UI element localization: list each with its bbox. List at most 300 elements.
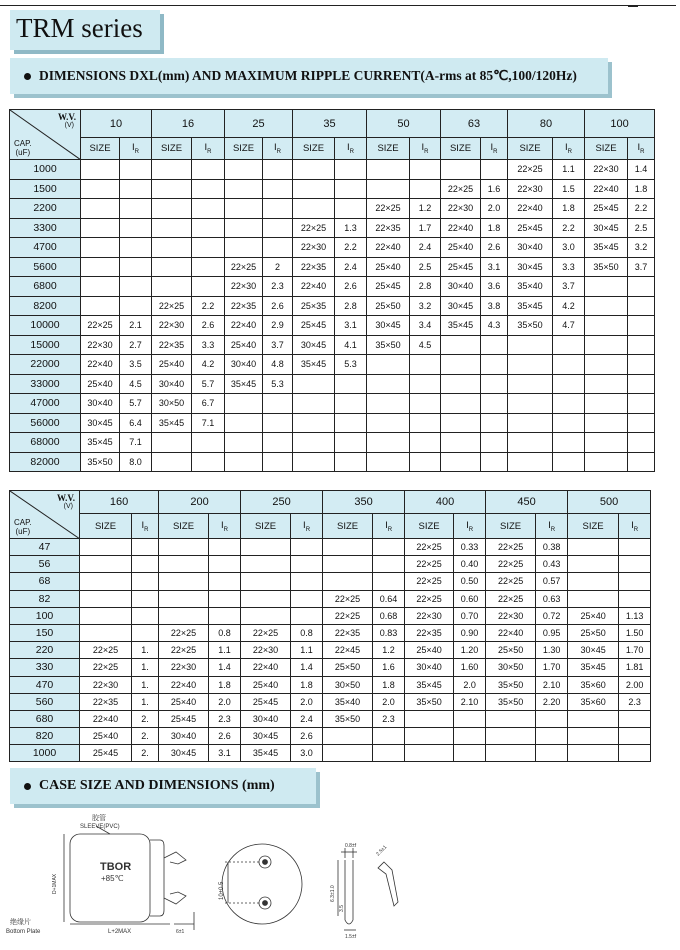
ripple-cell: 1. xyxy=(132,693,159,710)
sleeve-label-cn: 胶管 xyxy=(92,815,106,822)
size-cell xyxy=(486,728,536,745)
size-cell xyxy=(152,452,192,472)
size-cell: 35×40 xyxy=(323,693,373,710)
ripple-cell: 2.8 xyxy=(335,296,367,316)
ripple-cell: 5.7 xyxy=(192,374,225,394)
size-cell xyxy=(585,316,628,336)
ripple-cell xyxy=(120,160,152,180)
size-cell xyxy=(441,160,481,180)
ripple-col-header xyxy=(335,138,367,160)
size-cell xyxy=(225,160,263,180)
size-cell: 22×35 xyxy=(293,257,335,277)
ripple-cell xyxy=(263,218,293,238)
size-cell xyxy=(508,374,553,394)
capacitance-cell: 470 xyxy=(10,676,80,693)
capacitance-cell: 820 xyxy=(10,728,80,745)
ripple-cell xyxy=(481,160,508,180)
ripple-cell xyxy=(291,556,323,573)
size-cell xyxy=(585,335,628,355)
size-cell: 25×40 xyxy=(159,693,209,710)
cap-label: CAP. xyxy=(14,139,32,148)
ripple-cell xyxy=(209,539,241,556)
size-cell: 22×30 xyxy=(293,238,335,258)
temperature-mark: +85℃ xyxy=(101,874,124,883)
ripple-cell xyxy=(553,433,585,453)
ripple-cell xyxy=(263,199,293,219)
size-cell xyxy=(508,335,553,355)
size-cell xyxy=(293,452,335,472)
size-cell xyxy=(80,624,132,641)
ripple-cell: 2. xyxy=(132,710,159,727)
size-cell: 30×40 xyxy=(441,277,481,297)
ripple-col-header xyxy=(628,138,655,160)
ripple-cell: 2.2 xyxy=(553,218,585,238)
ripple-cell xyxy=(410,179,441,199)
voltage-header: 400 xyxy=(405,491,486,514)
ripple-cell xyxy=(132,590,159,607)
ripple-cell xyxy=(373,556,405,573)
ripple-cell xyxy=(120,257,152,277)
bottom-plate-label-cn: 绝缘片 xyxy=(10,919,31,926)
capacitance-cell: 1500 xyxy=(10,179,81,199)
size-cell xyxy=(568,710,619,727)
ripple-cell: 4.3 xyxy=(481,316,508,336)
capacitance-cell: 680 xyxy=(10,710,80,727)
size-cell xyxy=(152,218,192,238)
size-cell xyxy=(441,355,481,375)
size-cell: 30×45 xyxy=(241,728,291,745)
size-cell xyxy=(293,413,335,433)
size-cell: 22×25 xyxy=(405,539,454,556)
table-row xyxy=(10,277,655,297)
size-col-header: SIZE xyxy=(405,514,454,539)
ripple-cell: 7.1 xyxy=(120,433,152,453)
ripple-cell xyxy=(553,374,585,394)
size-col-header: SIZE xyxy=(152,138,192,160)
table-row xyxy=(10,642,651,659)
size-cell xyxy=(508,433,553,453)
size-cell: 30×40 xyxy=(405,659,454,676)
size-cell: 30×45 xyxy=(81,413,120,433)
ripple-symbol: I xyxy=(548,519,551,531)
ripple-cell: 2.1 xyxy=(120,316,152,336)
ripple-cell xyxy=(132,539,159,556)
ripple-symbol: I xyxy=(274,142,277,154)
ripple-symbol: I xyxy=(466,519,469,531)
size-cell: 25×40 xyxy=(81,374,120,394)
ripple-symbol: I xyxy=(565,142,568,154)
size-col-header: SIZE xyxy=(293,138,335,160)
sleeve-label-en: SLEEVE(PVC) xyxy=(80,824,120,830)
uf-unit-label: (uF) xyxy=(15,148,31,157)
ripple-cell: 2.0 xyxy=(454,676,486,693)
size-cell: 35×45 xyxy=(152,413,192,433)
ripple-cell xyxy=(132,573,159,590)
capacitance-cell: 15000 xyxy=(10,335,81,355)
size-cell: 25×50 xyxy=(323,659,373,676)
size-cell xyxy=(225,394,263,414)
ripple-cell: 4.8 xyxy=(263,355,293,375)
size-cell: 30×45 xyxy=(508,257,553,277)
ripple-cell: 2.6 xyxy=(263,296,293,316)
size-cell: 35×50 xyxy=(486,676,536,693)
ripple-subscript: R xyxy=(640,148,645,155)
ripple-cell: 2.6 xyxy=(335,277,367,297)
size-cell xyxy=(441,413,481,433)
ripple-cell: 3.2 xyxy=(628,238,655,258)
size-cell xyxy=(585,277,628,297)
ripple-cell xyxy=(628,394,655,414)
ripple-cell: 0.40 xyxy=(454,556,486,573)
table-row xyxy=(10,728,651,745)
ripple-cell xyxy=(335,374,367,394)
ripple-cell xyxy=(628,374,655,394)
dimensions-section-title: DIMENSIONS DXL(mm) AND MAXIMUM RIPPLE CURRENT(A-rms at 85℃,100/120Hz) xyxy=(39,68,577,83)
ripple-cell: 7.1 xyxy=(192,413,225,433)
size-cell: 22×40 xyxy=(159,676,209,693)
size-cell: 22×25 xyxy=(405,573,454,590)
ripple-cell xyxy=(553,413,585,433)
size-cell: 30×40 xyxy=(225,355,263,375)
size-cell: 35×45 xyxy=(293,355,335,375)
size-cell: 35×50 xyxy=(486,693,536,710)
ripple-cell: 1. xyxy=(132,676,159,693)
ripple-cell xyxy=(192,257,225,277)
ripple-cell xyxy=(373,728,405,745)
ripple-cell: 1.8 xyxy=(481,218,508,238)
size-cell xyxy=(152,257,192,277)
ripple-cell xyxy=(628,316,655,336)
ripple-cell: 2.0 xyxy=(373,693,405,710)
ripple-cell: 2.10 xyxy=(536,676,568,693)
table-row xyxy=(10,355,655,375)
size-cell: 35×50 xyxy=(81,452,120,472)
ripple-cell xyxy=(619,590,651,607)
ripple-col-header xyxy=(536,514,568,539)
ripple-cell: 1.7 xyxy=(410,218,441,238)
size-cell xyxy=(508,355,553,375)
size-cell xyxy=(441,335,481,355)
ripple-cell: 0.72 xyxy=(536,607,568,624)
ripple-cell: 2.2 xyxy=(192,296,225,316)
ripple-cell: 0.60 xyxy=(454,590,486,607)
ripple-cell xyxy=(263,452,293,472)
ripple-symbol: I xyxy=(637,142,641,154)
size-cell xyxy=(585,296,628,316)
ripple-cell: 1.8 xyxy=(291,676,323,693)
ripple-subscript: R xyxy=(633,526,639,533)
ripple-cell: 2.8 xyxy=(410,277,441,297)
ripple-cell xyxy=(619,710,651,727)
size-cell xyxy=(225,218,263,238)
size-cell xyxy=(293,394,335,414)
ripple-cell xyxy=(410,160,441,180)
terminal-length-dim: 6.3±1.0 xyxy=(330,885,336,902)
ripple-cell: 2.6 xyxy=(209,728,241,745)
ripple-cell xyxy=(263,179,293,199)
ripple-symbol: I xyxy=(347,142,350,154)
size-cell xyxy=(225,413,263,433)
ripple-col-header xyxy=(619,514,651,539)
ripple-cell xyxy=(209,590,241,607)
size-cell xyxy=(152,238,192,258)
ripple-cell: 0.8 xyxy=(209,624,241,641)
capacitance-cell: 560 xyxy=(10,693,80,710)
size-cell: 22×30 xyxy=(159,659,209,676)
size-cell: 25×50 xyxy=(367,296,410,316)
ripple-subscript: R xyxy=(305,526,311,533)
size-cell: 22×25 xyxy=(441,179,481,199)
size-cell xyxy=(367,394,410,414)
ripple-subscript: R xyxy=(424,148,429,155)
size-cell xyxy=(568,728,619,745)
ripple-cell xyxy=(263,160,293,180)
ripple-cell: 2.3 xyxy=(619,693,651,710)
size-cell: 22×40 xyxy=(585,179,628,199)
ripple-cell: 5.3 xyxy=(263,374,293,394)
bullet-icon xyxy=(24,73,31,80)
capacitance-cell: 1000 xyxy=(10,745,80,762)
series-title: TRM series xyxy=(16,13,143,43)
ripple-cell: 0.33 xyxy=(454,539,486,556)
size-col-header: SIZE xyxy=(80,514,132,539)
ripple-col-header xyxy=(263,138,293,160)
capacitance-cell: 5600 xyxy=(10,257,81,277)
ripple-cell xyxy=(553,355,585,375)
capacitance-cell: 56 xyxy=(10,556,80,573)
size-cell xyxy=(323,728,373,745)
ripple-cell: 4.2 xyxy=(553,296,585,316)
size-cell: 30×40 xyxy=(241,710,291,727)
size-cell: 22×25 xyxy=(159,624,209,641)
terminal-side-detail xyxy=(378,862,398,906)
ripple-cell: 1.4 xyxy=(209,659,241,676)
size-cell: 22×35 xyxy=(80,693,132,710)
ripple-cell: 0.64 xyxy=(373,590,405,607)
ripple-cell: 2.4 xyxy=(291,710,323,727)
size-cell xyxy=(241,539,291,556)
ripple-cell xyxy=(628,335,655,355)
ripple-col-header xyxy=(132,514,159,539)
ripple-cell: 1.4 xyxy=(291,659,323,676)
size-cell xyxy=(441,394,481,414)
lead-dim: 6±1 xyxy=(176,929,185,935)
terminal-top xyxy=(164,852,186,864)
size-cell: 25×40 xyxy=(441,238,481,258)
size-cell: 22×30 xyxy=(508,179,553,199)
ripple-cell xyxy=(263,413,293,433)
size-cell: 35×50 xyxy=(405,693,454,710)
size-cell xyxy=(225,179,263,199)
size-cell: 22×40 xyxy=(367,238,410,258)
size-cell: 35×45 xyxy=(81,433,120,453)
ripple-cell: 1.1 xyxy=(209,642,241,659)
size-cell xyxy=(152,179,192,199)
size-cell xyxy=(81,296,120,316)
size-cell: 22×35 xyxy=(323,624,373,641)
ripple-col-header xyxy=(209,514,241,539)
voltage-header: 100 xyxy=(585,110,655,138)
ripple-cell: 1.1 xyxy=(553,160,585,180)
ripple-symbol: I xyxy=(631,519,634,531)
ripple-cell xyxy=(481,335,508,355)
table-row xyxy=(10,374,655,394)
voltage-header: 63 xyxy=(441,110,508,138)
ripple-cell: 2.0 xyxy=(481,199,508,219)
size-cell: 25×45 xyxy=(585,199,628,219)
ripple-cell xyxy=(192,199,225,219)
size-cell: 22×30 xyxy=(441,199,481,219)
size-cell: 22×35 xyxy=(405,624,454,641)
ripple-cell: 3.7 xyxy=(263,335,293,355)
ripple-cell xyxy=(628,433,655,453)
table-row xyxy=(10,238,655,258)
ripple-cell xyxy=(192,218,225,238)
size-col-header: SIZE xyxy=(508,138,553,160)
size-cell xyxy=(81,160,120,180)
table-row xyxy=(10,710,651,727)
ripple-cell xyxy=(619,728,651,745)
size-cell: 22×25 xyxy=(486,539,536,556)
size-cell xyxy=(367,374,410,394)
ripple-cell xyxy=(291,539,323,556)
ripple-col-header xyxy=(192,138,225,160)
table-row xyxy=(10,433,655,453)
size-cell xyxy=(293,374,335,394)
capacitance-cell: 2200 xyxy=(10,199,81,219)
ripple-subscript: R xyxy=(207,148,212,155)
ripple-cell xyxy=(628,355,655,375)
size-cell: 22×40 xyxy=(80,710,132,727)
ripple-cell xyxy=(335,452,367,472)
ripple-cell: 2 xyxy=(263,257,293,277)
ripple-cell xyxy=(192,160,225,180)
ripple-cell: 1.2 xyxy=(410,199,441,219)
ripple-cell: 0.43 xyxy=(536,556,568,573)
size-cell: 30×45 xyxy=(568,642,619,659)
size-cell xyxy=(81,218,120,238)
size-col-header: SIZE xyxy=(323,514,373,539)
ripple-cell: 3.6 xyxy=(481,277,508,297)
ripple-cell: 2.0 xyxy=(209,693,241,710)
size-cell xyxy=(405,745,454,762)
ripple-cell: 1. xyxy=(132,642,159,659)
top-rule xyxy=(0,5,676,6)
size-cell: 25×45 xyxy=(508,218,553,238)
table-row xyxy=(10,590,651,607)
ripple-subscript: R xyxy=(144,526,149,533)
ripple-cell xyxy=(454,745,486,762)
size-cell xyxy=(585,374,628,394)
ripple-cell: 4.7 xyxy=(553,316,585,336)
size-col-header: SIZE xyxy=(225,138,263,160)
wv-label: W.V. xyxy=(57,112,76,122)
size-cell: 30×40 xyxy=(81,394,120,414)
size-cell xyxy=(225,452,263,472)
voltage-header: 50 xyxy=(367,110,441,138)
ripple-cell: 2.2 xyxy=(335,238,367,258)
ripple-cell xyxy=(619,573,651,590)
ripple-cell xyxy=(619,539,651,556)
series-title-box xyxy=(10,10,160,50)
terminal-width-dim: 0.8±f xyxy=(345,843,357,849)
size-cell: 30×50 xyxy=(486,659,536,676)
size-cell xyxy=(486,745,536,762)
ripple-cell: 1.60 xyxy=(454,659,486,676)
case-dimension-drawing xyxy=(0,812,680,950)
table-row xyxy=(10,659,651,676)
ripple-cell: 3.2 xyxy=(410,296,441,316)
ripple-cell xyxy=(481,374,508,394)
ripple-cell xyxy=(120,218,152,238)
ripple-cell: 2.4 xyxy=(410,238,441,258)
size-cell xyxy=(81,238,120,258)
ripple-cell xyxy=(410,374,441,394)
voltage-header: 10 xyxy=(81,110,152,138)
size-cell: 35×45 xyxy=(441,316,481,336)
ripple-cell xyxy=(120,277,152,297)
ripple-cell: 1. xyxy=(132,659,159,676)
ripple-cell: 3.8 xyxy=(481,296,508,316)
size-cell xyxy=(367,179,410,199)
size-cell xyxy=(568,590,619,607)
capacitance-cell: 150 xyxy=(10,624,80,641)
ripple-cell: 1.13 xyxy=(619,607,651,624)
ripple-cell xyxy=(120,238,152,258)
terminal-base-dim: 1.5±f xyxy=(345,934,357,940)
capacitor-end xyxy=(150,840,164,916)
size-cell xyxy=(241,607,291,624)
ripple-cell: 3.0 xyxy=(553,238,585,258)
size-cell xyxy=(508,452,553,472)
size-cell: 22×25 xyxy=(405,590,454,607)
size-cell: 25×45 xyxy=(293,316,335,336)
table-row xyxy=(10,693,651,710)
ripple-cell: 1.3 xyxy=(335,218,367,238)
top-rule-mark xyxy=(628,0,638,7)
ripple-subscript: R xyxy=(468,526,474,533)
size-cell xyxy=(585,452,628,472)
ripple-cell: 1.5 xyxy=(553,179,585,199)
size-cell xyxy=(152,199,192,219)
size-cell xyxy=(585,433,628,453)
v-unit-label: (V) xyxy=(63,503,73,510)
capacity-voltage-header xyxy=(10,110,81,160)
capacitance-cell: 10000 xyxy=(10,316,81,336)
size-cell: 22×25 xyxy=(80,642,132,659)
ripple-cell xyxy=(628,413,655,433)
ripple-cell xyxy=(536,710,568,727)
ripple-cell: 2.3 xyxy=(263,277,293,297)
ripple-cell: 2.9 xyxy=(263,316,293,336)
ripple-cell xyxy=(263,238,293,258)
ripple-cell xyxy=(132,607,159,624)
size-cell: 25×50 xyxy=(568,624,619,641)
size-cell: 35×50 xyxy=(323,710,373,727)
size-cell xyxy=(225,433,263,453)
uf-unit-label: (uF) xyxy=(15,527,31,536)
size-cell xyxy=(568,539,619,556)
ripple-symbol: I xyxy=(132,142,135,154)
case-section-header xyxy=(10,768,316,804)
capacitance-cell: 330 xyxy=(10,659,80,676)
table-row xyxy=(10,394,655,414)
size-cell: 25×40 xyxy=(225,335,263,355)
ripple-cell: 3.3 xyxy=(553,257,585,277)
ripple-cell xyxy=(481,355,508,375)
size-cell xyxy=(367,433,410,453)
table-row xyxy=(10,296,655,316)
